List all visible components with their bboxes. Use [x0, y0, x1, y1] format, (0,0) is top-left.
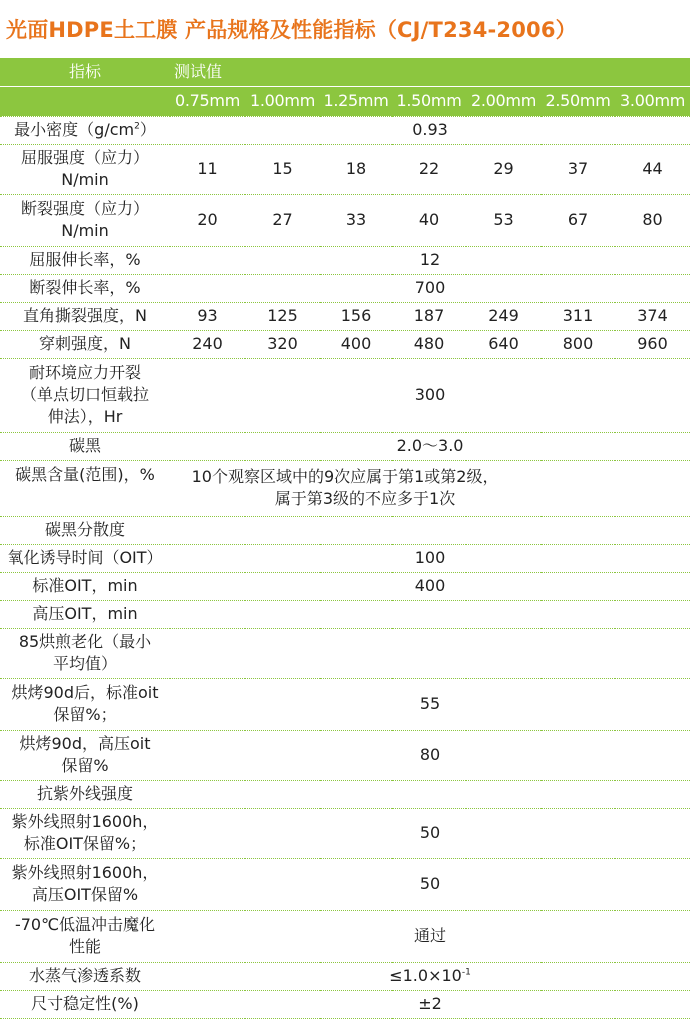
row-cell: 400 — [320, 330, 392, 358]
row-value: 0.93 — [170, 116, 690, 144]
table-row — [0, 460, 690, 516]
row-value: 通过 — [170, 910, 690, 962]
row-label: 碳黑 — [0, 432, 170, 460]
row-cell: 374 — [615, 302, 690, 330]
table-row — [0, 990, 690, 1018]
row-value — [170, 460, 690, 516]
table-row — [0, 516, 690, 544]
row-value — [170, 780, 690, 808]
row-cell: 311 — [541, 302, 615, 330]
row-label: 烘烤90d后，标准oit保留%； — [0, 678, 170, 730]
table-row — [0, 678, 690, 730]
row-label: 水蒸气渗透系数 — [0, 962, 170, 990]
header-index: 指标 — [0, 58, 170, 86]
table-row — [0, 572, 690, 600]
row-cell: 29 — [466, 144, 541, 194]
table-row — [0, 962, 690, 990]
row-cell: 93 — [170, 302, 245, 330]
table-row — [0, 274, 690, 302]
row-value: 700 — [170, 274, 690, 302]
row-label: 碳黑分散度 — [0, 516, 170, 544]
row-label: 耐环境应力开裂（单点切口恒载拉伸法），Hr — [0, 358, 170, 432]
row-cell: 53 — [466, 194, 541, 246]
row-cell: 67 — [541, 194, 615, 246]
row-label: 屈服伸长率，% — [0, 246, 170, 274]
table-row — [0, 194, 690, 246]
row-cell: 800 — [541, 330, 615, 358]
row-cell: 11 — [170, 144, 245, 194]
row-cell: 40 — [392, 194, 466, 246]
table-row — [0, 330, 690, 358]
spec-table — [0, 58, 690, 1019]
row-value: 300 — [170, 358, 690, 432]
row-value-line: 属于第3级的不应多于1次 — [274, 489, 456, 508]
row-label: 尺寸稳定性(%) — [0, 990, 170, 1018]
row-value: 400 — [170, 572, 690, 600]
table-row — [0, 600, 690, 628]
table-row — [0, 780, 690, 808]
row-label: 穿刺强度，N — [0, 330, 170, 358]
thickness-cell: 1.00mm — [245, 86, 320, 116]
thickness-cell: 1.50mm — [392, 86, 466, 116]
row-label: 高压OIT，min — [0, 600, 170, 628]
row-cell: 80 — [615, 194, 690, 246]
row-cell: 22 — [392, 144, 466, 194]
row-cell: 27 — [245, 194, 320, 246]
table-row — [0, 730, 690, 780]
table-row — [0, 302, 690, 330]
table-row — [0, 858, 690, 910]
row-value — [170, 600, 690, 628]
row-cell: 156 — [320, 302, 392, 330]
row-label: 抗紫外线强度 — [0, 780, 170, 808]
row-label: 最小密度$(g/cm^2)$ — [0, 116, 170, 144]
table-row — [0, 116, 690, 144]
row-value: 55 — [170, 678, 690, 730]
row-cell: 960 — [615, 330, 690, 358]
row-label: 氧化诱导时间（OIT） — [0, 544, 170, 572]
thickness-blank — [0, 86, 170, 116]
thickness-cell: 1.25mm — [320, 86, 392, 116]
thickness-cell: 0.75mm — [170, 86, 245, 116]
page-title: 光面HDPE土工膜 产品规格及性能指标（CJ/T234-2006） — [6, 18, 577, 42]
row-value: 2.0～3.0 — [170, 432, 690, 460]
row-cell: 240 — [170, 330, 245, 358]
table-row — [0, 144, 690, 194]
row-label: -70℃低温冲击魔化性能 — [0, 910, 170, 962]
row-cell: 20 — [170, 194, 245, 246]
row-value-line: 10个观察区域中的9次应属于第1或第2级， — [191, 467, 499, 486]
row-cell: 37 — [541, 144, 615, 194]
row-value: 50 — [170, 808, 690, 858]
table-row — [0, 628, 690, 678]
row-value: ±2 — [170, 990, 690, 1018]
row-label: 紫外线照射1600h，高压OIT保留% — [0, 858, 170, 910]
row-label: 直角撕裂强度，N — [0, 302, 170, 330]
table-row — [0, 808, 690, 858]
row-cell: 320 — [245, 330, 320, 358]
row-cell: 480 — [392, 330, 466, 358]
table-row — [0, 358, 690, 432]
thickness-cell: 2.00mm — [466, 86, 541, 116]
thickness-cell: 3.00mm — [615, 86, 690, 116]
row-cell: 187 — [392, 302, 466, 330]
row-cell: 15 — [245, 144, 320, 194]
row-cell: 125 — [245, 302, 320, 330]
row-cell: 44 — [615, 144, 690, 194]
row-value — [170, 516, 690, 544]
row-label: 断裂伸长率，% — [0, 274, 170, 302]
row-value — [170, 628, 690, 678]
row-label: 紫外线照射1600h，标准OIT保留%； — [0, 808, 170, 858]
row-cell: 249 — [466, 302, 541, 330]
row-label: 屈服强度（应力）N/min — [0, 144, 170, 194]
row-value: $\le 1.0\times 10^{-1}$ — [170, 962, 690, 990]
table-row — [0, 544, 690, 572]
row-label: 标准OIT，min — [0, 572, 170, 600]
row-label: 断裂强度（应力）N/min — [0, 194, 170, 246]
thickness-cell: 2.50mm — [541, 86, 615, 116]
header-row — [0, 58, 690, 86]
row-label: 烘烤90d，高压oit保留% — [0, 730, 170, 780]
row-value: 12 — [170, 246, 690, 274]
row-label: 85烘煎老化（最小平均值） — [0, 628, 170, 678]
table-row — [0, 432, 690, 460]
row-label: 碳黑含量(范围)，% — [0, 460, 170, 516]
table-row — [0, 910, 690, 962]
thickness-row — [0, 86, 690, 116]
row-value: 50 — [170, 858, 690, 910]
row-value: 80 — [170, 730, 690, 780]
row-cell: 33 — [320, 194, 392, 246]
table-row — [0, 246, 690, 274]
row-value: 100 — [170, 544, 690, 572]
row-cell: 640 — [466, 330, 541, 358]
header-test-value: 测试值 — [170, 58, 690, 86]
row-cell: 18 — [320, 144, 392, 194]
